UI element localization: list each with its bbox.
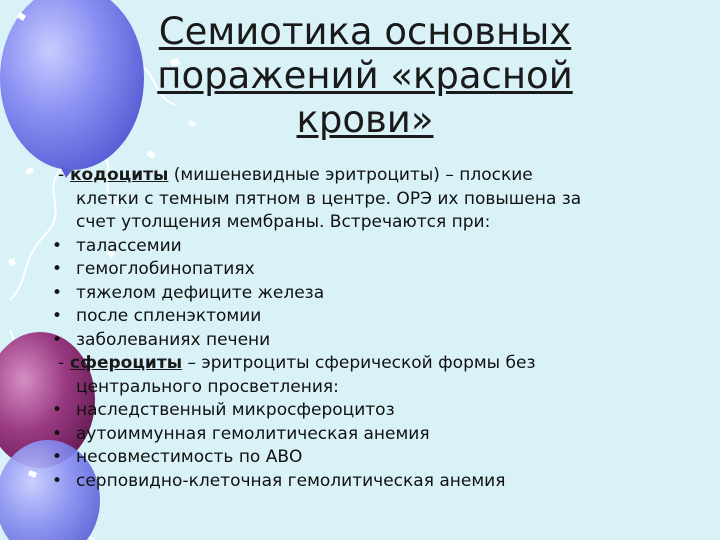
list-item xyxy=(50,305,700,329)
title-line-1: Семиотика основных xyxy=(158,10,572,53)
list-item xyxy=(50,329,700,353)
list-item xyxy=(50,446,700,470)
list-item xyxy=(50,423,700,447)
list-item-text: серповидно-клеточная гемолитическая анемия xyxy=(76,470,506,491)
list-item-text: несовместимость по АВО xyxy=(76,447,303,467)
spherocytes-definition: – эритроциты сферической формы без xyxy=(182,353,536,373)
term-codocytes: кодоциты xyxy=(70,165,169,185)
codocytes-continuation-2: счет утолщения мембраны. Встречаются при: xyxy=(76,212,491,232)
dash-marker: - xyxy=(58,353,65,373)
dash-marker: - xyxy=(58,165,65,185)
bullet-icon: • xyxy=(52,235,63,256)
bullet-icon: • xyxy=(52,306,63,326)
list-item-text: гемоглобинопатиях xyxy=(76,259,255,279)
title-line-2: поражений «красной xyxy=(157,54,573,97)
bullet-icon: • xyxy=(52,447,63,467)
bullet-icon: • xyxy=(52,282,63,303)
slide-title xyxy=(120,10,610,142)
bullet-icon: • xyxy=(52,329,63,350)
spherocytes-continuation-1: центрального просветления: xyxy=(76,376,339,397)
list-item xyxy=(50,470,700,494)
term-spherocytes: сфероциты xyxy=(70,353,183,373)
slide-body xyxy=(50,164,700,493)
list-item-text: наследственный микросфероцитоз xyxy=(76,400,395,420)
codocytes-definition: (мишеневидные эритроциты) – плоские xyxy=(168,165,533,185)
list-item-text: после спленэктомии xyxy=(76,306,262,326)
list-item xyxy=(50,235,700,259)
list-item xyxy=(50,282,700,306)
section-spherocytes-heading xyxy=(50,352,700,376)
bullet-icon: • xyxy=(52,423,63,444)
list-item-text: аутоиммунная гемолитическая анемия xyxy=(76,423,430,444)
list-item xyxy=(50,258,700,282)
list-item-text: заболеваниях печени xyxy=(76,329,271,350)
bullet-icon: • xyxy=(52,470,63,491)
section-codocytes-heading xyxy=(50,164,700,188)
list-item-text: тяжелом дефиците железа xyxy=(76,282,325,303)
bullet-icon: • xyxy=(52,400,63,420)
bullet-icon: • xyxy=(52,259,63,279)
title-line-3: крови» xyxy=(296,98,434,141)
codocytes-continuation-1: клетки с темным пятном в центре. ОРЭ их повышена за xyxy=(76,188,582,209)
list-item-text: талассемии xyxy=(76,235,182,256)
list-item xyxy=(50,399,700,423)
